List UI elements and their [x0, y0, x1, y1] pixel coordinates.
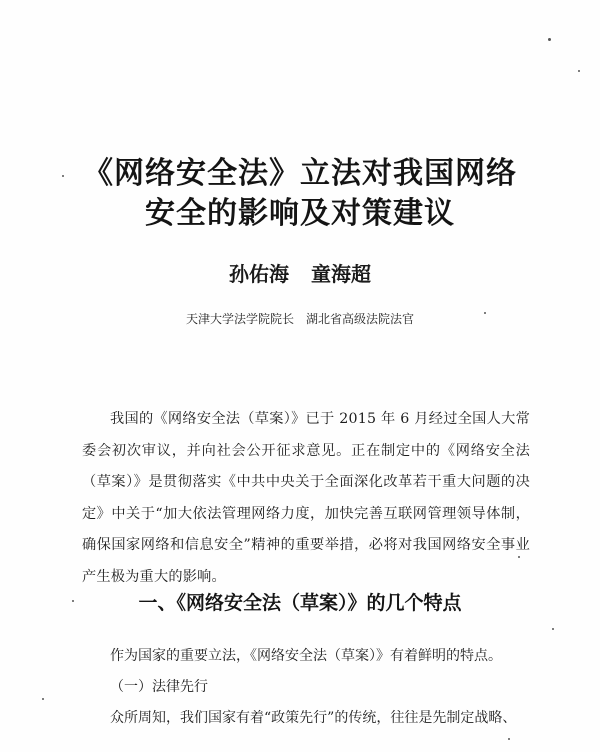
scan-speck — [548, 38, 551, 41]
paper-title-line-1: 《网络安全法》立法对我国网络 — [83, 156, 517, 191]
affiliation-text: 天津大学法学院院长 — [185, 312, 294, 326]
scan-speck — [518, 556, 520, 558]
author-name: 童海超 — [311, 262, 371, 286]
author-affiliations — [0, 310, 600, 327]
paper-title-line-2: 安全的影响及对策建议 — [145, 196, 455, 231]
scan-speck — [42, 698, 44, 700]
author-name: 孙佑海 — [229, 262, 289, 286]
subsection-paragraph: 众所周知，我们国家有着“政策先行”的传统，往往是先制定战略、 — [110, 710, 517, 726]
scan-speck — [552, 628, 554, 630]
intro-paragraph: 我国的《网络安全法（草案）》已于 2015 年 6 月经过全国人大常委会初次审议，并向社会公开征求意见。正在制定中的《网络安全法（草案）》是贯彻落实《中共中央关于全面深化改革若干重大问题的决定》中关于“加大依法管理网络力度，加快完善互联网管理领导体制，确保国家网络和信息安全”精神的重要举措，必将对我国网络安全事业产生极为重大的影响。 — [82, 411, 530, 585]
scan-speck — [72, 600, 74, 602]
section-intro-paragraph: 作为国家的重要立法，《网络安全法（草案）》有着鲜明的特点。 — [110, 648, 502, 664]
author-list — [0, 258, 600, 287]
scan-speck — [484, 312, 486, 314]
affiliation-text: 湖北省高级法院法官 — [306, 312, 415, 326]
scan-speck — [578, 70, 580, 72]
section-heading: 一、《网络安全法（草案）》的几个特点 — [138, 592, 462, 614]
subsection-heading: （一）法律先行 — [110, 679, 208, 695]
scan-speck — [62, 175, 64, 177]
scan-speck — [508, 738, 510, 740]
